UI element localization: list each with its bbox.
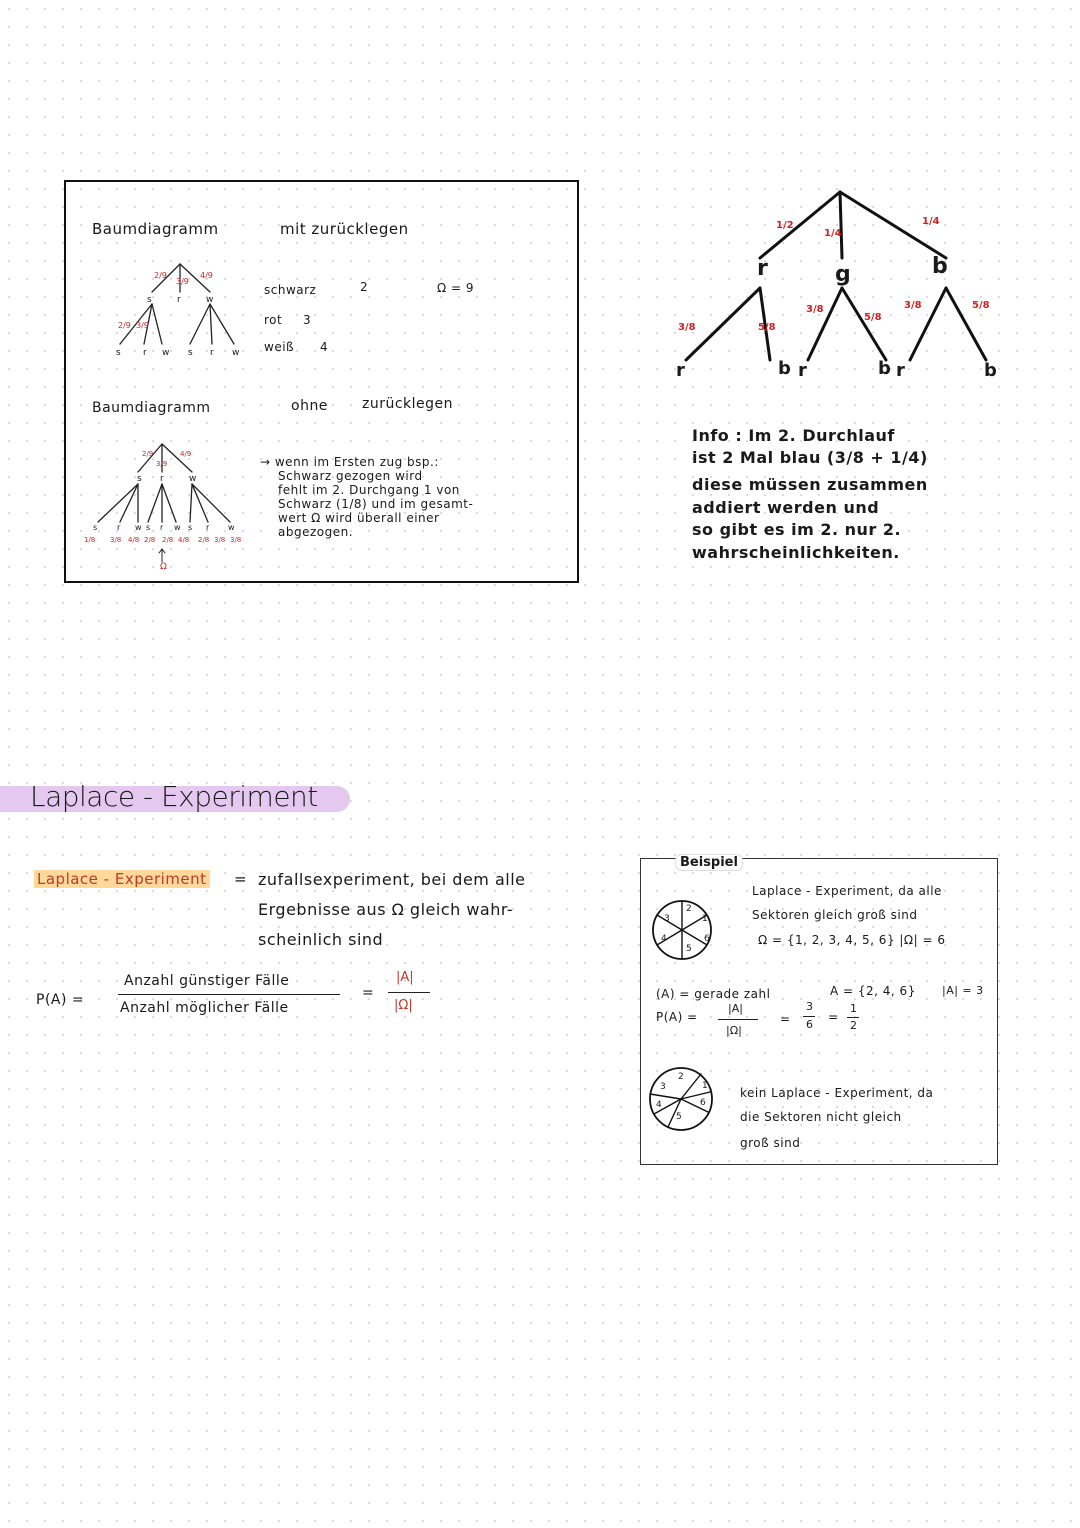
definition-term: Laplace - Experiment: [34, 870, 210, 888]
prob-mark: 2/8: [144, 536, 156, 544]
tree-label: r: [206, 523, 210, 532]
example-text2-line: kein Laplace - Experiment, da: [740, 1086, 934, 1100]
pa-equals-2: =: [828, 1010, 839, 1024]
prob-mark: 5/8: [758, 322, 776, 333]
definition-term-wrap: [34, 870, 210, 888]
prob-mark: 3/8: [214, 536, 226, 544]
prob-mark: 1/8: [84, 536, 96, 544]
set-a: A = {2, 4, 6}: [830, 984, 916, 998]
tree-node: r: [757, 256, 768, 281]
tree-label: s: [188, 348, 193, 358]
tree-label: w: [206, 295, 214, 305]
formula-abs-omega: |Ω|: [394, 998, 413, 1013]
prob-mark: 4/9: [180, 450, 192, 458]
tree-node: b: [984, 360, 997, 381]
example-text1-line: Ω = {1, 2, 3, 4, 5, 6} |Ω| = 6: [758, 933, 946, 947]
tree-label: s: [137, 474, 142, 484]
formula-numerator: Anzahl günstiger Fälle: [124, 973, 290, 989]
tree-label: w: [228, 523, 235, 532]
prob-mark: 2/9: [118, 321, 131, 330]
tree-label: s: [147, 295, 152, 305]
legend-weiss: weiß: [264, 340, 295, 354]
ohne-note-line: Schwarz (1/8) und im gesamt-: [278, 497, 474, 511]
pa-frac2-num: 1: [850, 1002, 857, 1015]
tree-node: b: [932, 254, 948, 279]
wheel-number: 1: [702, 914, 708, 924]
tree-node: b: [878, 358, 891, 379]
fraction-bar: [118, 994, 340, 995]
wheel-equal: [650, 898, 714, 962]
prob-mark: 1/2: [776, 220, 794, 231]
legend-schwarz-count: 2: [360, 280, 369, 294]
prob-mark: 3/8: [904, 300, 922, 311]
legend-omega: Ω = 9: [437, 281, 474, 295]
box-ohne-subtitle2: zurücklegen: [362, 396, 454, 412]
tree-label: s: [93, 523, 98, 532]
tree-label: w: [189, 474, 197, 484]
tree-label: w: [135, 523, 142, 532]
fraction-bar: [388, 992, 430, 993]
tree-node: r: [798, 360, 807, 381]
box-ohne-subtitle: ohne: [291, 398, 328, 414]
tree-label: r: [143, 348, 147, 358]
wheel-number: 5: [676, 1112, 682, 1122]
tree-label: r: [177, 295, 181, 305]
prob-mark: 4/8: [128, 536, 140, 544]
prob-mark: 1/4: [922, 216, 940, 227]
formula-denominator: Anzahl möglicher Fälle: [120, 1000, 289, 1016]
pa-frac2-den: 2: [850, 1019, 857, 1032]
small-tree-mit: [100, 258, 260, 362]
legend-rot: rot: [264, 313, 283, 327]
prob-mark: 3/8: [110, 536, 122, 544]
formula-equals: =: [362, 985, 375, 1001]
abs-a-value: |A| = 3: [942, 984, 984, 997]
tree-node: r: [896, 360, 905, 381]
fraction-bar: [803, 1016, 815, 1017]
example-text1-line: Sektoren gleich groß sind: [752, 908, 918, 922]
prob-mark: 3/9: [156, 460, 168, 468]
ohne-note-line: → wenn im Ersten zug bsp.:: [260, 455, 439, 469]
wheel-number: 6: [700, 1098, 706, 1108]
box-mit-title: Baumdiagramm: [92, 220, 219, 238]
fraction-bar: [847, 1017, 859, 1018]
box-mit-subtitle: mit zurücklegen: [280, 220, 409, 238]
ohne-note-line: fehlt im 2. Durchgang 1 von: [278, 483, 460, 497]
wheel-number: 5: [686, 944, 692, 954]
wheel-number: 3: [660, 1082, 666, 1092]
prob-mark: 3/9: [176, 277, 189, 286]
prob-mark: 1/4: [824, 228, 842, 239]
tree-label: s: [146, 523, 151, 532]
wheel-number: 3: [664, 914, 670, 924]
wheel-number: 2: [686, 904, 692, 914]
wheel-number: 1: [702, 1081, 708, 1091]
box-ohne-title: Baumdiagramm: [92, 400, 211, 416]
prob-mark: 3/9: [136, 321, 149, 330]
example-text2-line: groß sind: [740, 1136, 801, 1150]
info-line: diese müssen zusammen: [692, 475, 928, 494]
section-heading: Laplace - Experiment: [30, 780, 318, 813]
prob-mark: 5/8: [864, 312, 882, 323]
wheel-number: 4: [656, 1100, 662, 1110]
omega-mark: Ω: [160, 562, 167, 572]
event-a: (A) = gerade zahl: [656, 987, 771, 1001]
tree-label: s: [116, 348, 121, 358]
tree-label: r: [117, 523, 121, 532]
legend-schwarz: schwarz: [264, 283, 317, 297]
legend-weiss-count: 4: [320, 340, 329, 354]
prob-mark: 3/8: [678, 322, 696, 333]
example-text2-line: die Sektoren nicht gleich: [740, 1110, 902, 1124]
pa-frac1-num: 3: [806, 1000, 813, 1013]
legend-rot-count: 3: [303, 313, 312, 327]
pa-denominator: |Ω|: [726, 1024, 742, 1037]
info-line: addiert werden und: [692, 498, 880, 517]
fraction-bar: [718, 1019, 758, 1020]
ohne-note-line: wert Ω wird überall einer: [278, 511, 440, 525]
tree-label: r: [160, 474, 164, 484]
prob-mark: 2/8: [162, 536, 174, 544]
definition-equals: =: [234, 870, 248, 888]
prob-mark: 2/9: [142, 450, 154, 458]
small-tree-ohne: [80, 438, 250, 568]
wheel-number: 4: [661, 934, 667, 944]
info-line: Info : Im 2. Durchlauf: [692, 426, 895, 445]
tree-label: s: [188, 523, 193, 532]
tree-label: w: [162, 348, 170, 358]
ohne-note-line: abgezogen.: [278, 525, 354, 539]
tree-label: r: [160, 523, 164, 532]
prob-mark: 2/9: [154, 271, 167, 280]
example-text1-line: Laplace - Experiment, da alle: [752, 884, 942, 898]
tree-label: r: [210, 348, 214, 358]
prob-mark: 3/8: [806, 304, 824, 315]
prob-mark: 4/8: [178, 536, 190, 544]
info-line: ist 2 Mal blau (3/8 + 1/4): [692, 448, 928, 467]
info-line: so gibt es im 2. nur 2.: [692, 520, 902, 539]
definition-line: scheinlich sind: [258, 930, 384, 949]
prob-mark: 5/8: [972, 300, 990, 311]
pa-equals: =: [780, 1012, 791, 1026]
wheel-number: 2: [678, 1072, 684, 1082]
pa-label: P(A) =: [656, 1010, 698, 1024]
ohne-note-line: Schwarz gezogen wird: [278, 469, 423, 483]
pa-frac1-den: 6: [806, 1018, 813, 1031]
formula-lhs: P(A) =: [36, 992, 85, 1008]
tree-label: w: [174, 523, 181, 532]
pa-numerator: |A|: [728, 1002, 743, 1015]
prob-mark: 3/8: [230, 536, 242, 544]
wheel-number: 6: [704, 934, 710, 944]
definition-line: zufallsexperiment, bei dem alle: [258, 870, 526, 889]
definition-line: Ergebnisse aus Ω gleich wahr-: [258, 900, 514, 919]
prob-mark: 4/9: [200, 271, 213, 280]
formula-abs-a: |A|: [396, 970, 414, 985]
tree-node: r: [676, 360, 685, 381]
tree-node: g: [835, 262, 851, 287]
tree-label: w: [232, 348, 240, 358]
tree-node: b: [778, 358, 791, 379]
info-line: wahrscheinlichkeiten.: [692, 543, 900, 562]
prob-mark: 2/8: [198, 536, 210, 544]
example-label: Beispiel: [676, 855, 742, 870]
